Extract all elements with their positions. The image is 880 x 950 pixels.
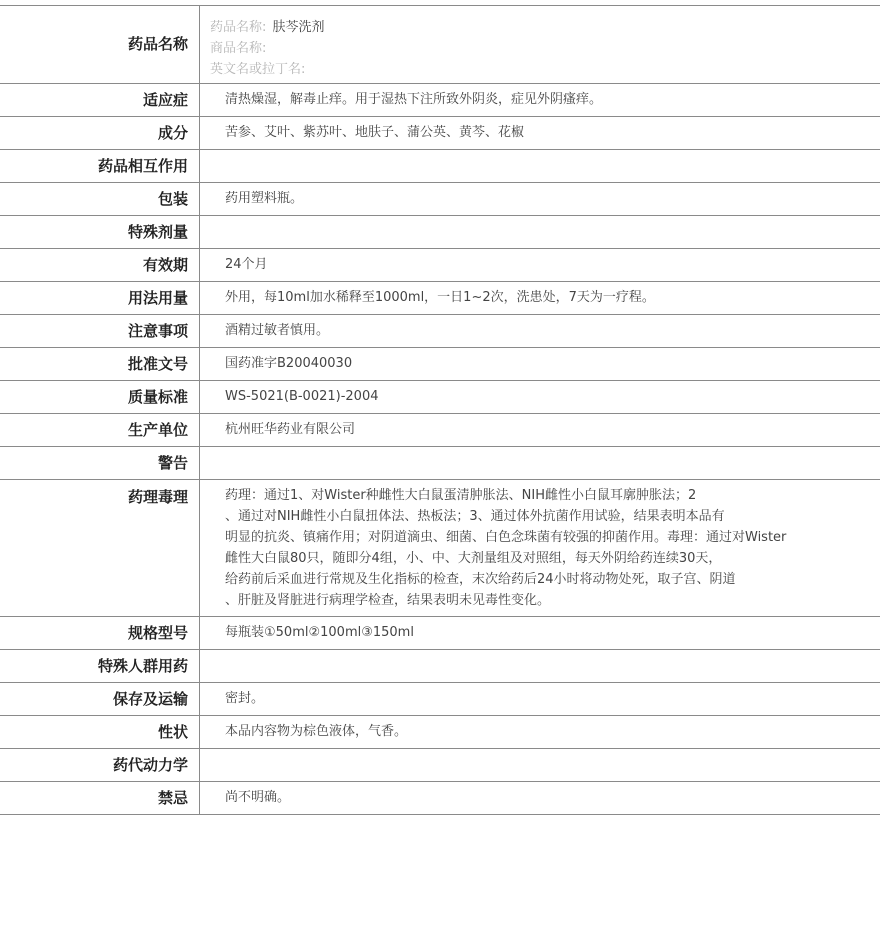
row-label: 药品名称 <box>0 6 200 83</box>
row-value <box>200 447 880 479</box>
table-row <box>0 683 880 716</box>
table-row <box>0 282 880 315</box>
row-value: 本品内容物为棕色液体，气香。 <box>225 724 408 739</box>
pharmacology-text <box>200 480 880 616</box>
trade-name-line <box>210 38 840 59</box>
text-line: 明显的抗炎、镇痛作用；对阴道滴虫、细菌、白色念珠菌有较强的抑菌作用。毒理：通过对Wister <box>225 530 787 545</box>
english-name-label: 英文名或拉丁名: <box>210 62 306 77</box>
table-row <box>0 414 880 447</box>
row-value: 尚不明确。 <box>225 790 291 805</box>
table-row <box>0 249 880 282</box>
row-label: 有效期 <box>0 249 200 281</box>
english-name-line <box>210 59 840 80</box>
table-row <box>0 84 880 117</box>
row-value: 国药准字B20040030 <box>225 356 353 371</box>
row-label: 生产单位 <box>0 414 200 446</box>
text-line: 、通过对NIH雌性小白鼠扭体法、热板法；3、通过体外抗菌作用试验，结果表明本品有 <box>225 509 725 524</box>
row-label: 特殊人群用药 <box>0 650 200 682</box>
row-label: 药品相互作用 <box>0 150 200 182</box>
row-label: 注意事项 <box>0 315 200 347</box>
table-row <box>0 749 880 782</box>
row-value <box>200 216 880 248</box>
table-row <box>0 716 880 749</box>
table-row <box>0 216 880 249</box>
row-value: 每瓶装①50ml②100ml③150ml <box>225 625 414 640</box>
row-label: 警告 <box>0 447 200 479</box>
row-value: 24个月 <box>225 257 268 272</box>
table-row <box>0 381 880 414</box>
row-label: 成分 <box>0 117 200 149</box>
row-label: 用法用量 <box>0 282 200 314</box>
row-value <box>200 650 880 682</box>
generic-name-label: 药品名称: <box>210 20 267 35</box>
row-value: 杭州旺华药业有限公司 <box>225 422 356 437</box>
table-row <box>0 150 880 183</box>
text-line: 雌性大白鼠80只，随即分4组，小、中、大剂量组及对照组，每天外阴给药连续30天， <box>225 551 722 566</box>
row-label: 性状 <box>0 716 200 748</box>
row-label: 药理毒理 <box>0 480 200 616</box>
row-label: 规格型号 <box>0 617 200 649</box>
row-label: 批准文号 <box>0 348 200 380</box>
table-row <box>0 617 880 650</box>
generic-name-line <box>210 17 840 38</box>
generic-name-value: 肤芩洗剂 <box>272 20 325 35</box>
text-line: 、肝脏及肾脏进行病理学检查，结果表明未见毒性变化。 <box>225 593 551 608</box>
row-value <box>200 150 880 182</box>
row-label: 包装 <box>0 183 200 215</box>
text-line: 药理：通过1、对Wister种雌性大白鼠蛋清肿胀法、NIH雌性小白鼠耳廓肿胀法；2 <box>225 488 697 503</box>
row-label: 适应症 <box>0 84 200 116</box>
table-row <box>0 447 880 480</box>
drug-spec-table <box>0 5 880 815</box>
row-value: 苦参、艾叶、紫苏叶、地肤子、蒲公英、黄芩、花椒 <box>225 125 525 140</box>
table-row <box>0 782 880 815</box>
table-row <box>0 348 880 381</box>
row-label: 特殊剂量 <box>0 216 200 248</box>
row-value: WS-5021(B-0021)-2004 <box>225 389 379 404</box>
row-value: 药用塑料瓶。 <box>225 191 304 206</box>
row-label: 保存及运输 <box>0 683 200 715</box>
drug-name-cell <box>200 6 880 83</box>
table-row-pharmacology <box>0 480 880 617</box>
row-label: 禁忌 <box>0 782 200 814</box>
table-row <box>0 315 880 348</box>
text-line: 给药前后采血进行常规及生化指标的检查，末次给药后24小时将动物处死，取子宫、阴道 <box>225 572 736 587</box>
row-value <box>200 749 880 781</box>
table-row <box>0 183 880 216</box>
row-value: 清热燥湿，解毒止痒。用于湿热下注所致外阴炎，症见外阴瘙痒。 <box>225 92 603 107</box>
row-value: 密封。 <box>225 691 265 706</box>
table-row <box>0 117 880 150</box>
trade-name-label: 商品名称: <box>210 41 267 56</box>
table-row <box>0 650 880 683</box>
row-label: 药代动力学 <box>0 749 200 781</box>
table-row-drug-name <box>0 6 880 84</box>
row-label: 质量标准 <box>0 381 200 413</box>
row-value: 酒精过敏者慎用。 <box>225 323 330 338</box>
row-value: 外用，每10ml加水稀释至1000ml，一日1~2次，洗患处，7天为一疗程。 <box>225 290 655 305</box>
